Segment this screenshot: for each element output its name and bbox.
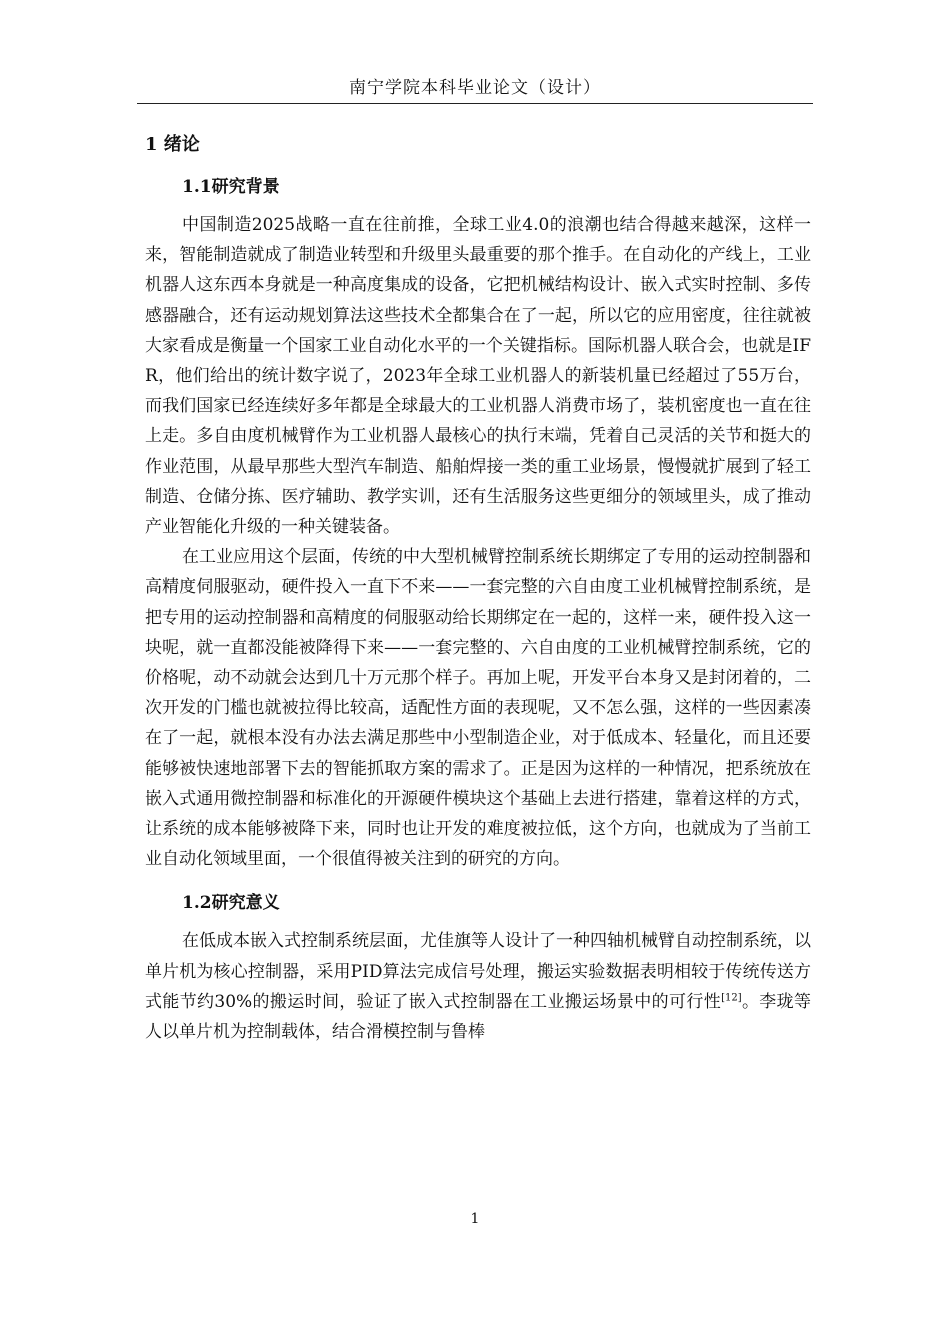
header-divider bbox=[137, 103, 813, 104]
page-number: 1 bbox=[470, 1211, 480, 1227]
section-title-background: 1.1研究背景 bbox=[182, 177, 280, 197]
significance-paragraph-1 bbox=[145, 926, 811, 1047]
chapter-title: 1 绪论 bbox=[145, 134, 200, 155]
background-paragraph-2: 在工业应用这个层面，传统的中大型机械臂控制系统长期绑定了专用的运动控制器和高精度伺服驱动，硬件投入一直下不来——一套完整的六自由度工业机械臂控制系统，是把专用的运动控制器和高精度的伺服驱动给长期绑定在一起的，这样一来，硬件投入这一块呢，就一直都没能被降得下来——一套完整的、六自由度的工业机械臂控制系统，它的价格呢，动不动就会达到几十万元那个样子。再加上呢，开发平台本身又是封闭着的，二次开发的门槛也就被拉得比较高，适配性方面的表现呢，又不怎么强，这样的一些因素凑在了一起，就根本没有办法去满足那些中小型制造企业，对于低成本、轻量化，而且还要能够被快速地部署下去的智能抓取方案的需求了。正是因为这样的一种情况，把系统放在嵌入式通用微控制器和标准化的开源硬件模块这个基础上去进行搭建，靠着这样的方式，让系统的成本能够被降下来，同时也让开发的难度被拉低，这个方向，也就成为了当前工业自动化领域里面，一个很值得被关注到的研究的方向。 bbox=[145, 547, 811, 870]
section-title-significance: 1.2研究意义 bbox=[182, 893, 280, 914]
background-paragraph-1: 中国制造2025战略一直在往前推，全球工业4.0的浪潮也结合得越来越深，这样一来，智能制造就成了制造业转型和升级里头最重要的那个推手。在自动化的产线上，工业机器人这东西本身就是一种高度集成的设备，它把机械结构设计、嵌入式实时控制、多传感器融合，还有运动规划算法这些技术全都集合在了一起，所以它的应用密度，往往就被大家看成是衡量一个国家工业自动化水平的一个关键指标。国际机器人联合会，也就是IFR，他们给出的统计数字说了，2023年全球工业机器人的新装机量已经超过了55万台，而我们国家已经连续好多年都是全球最大的工业机器人消费市场了，装机密度也一直在往上走。多自由度机械臂作为工业机器人最核心的执行末端，凭着自己灵活的关节和挺大的作业范围，从最早那些大型汽车制造、船舶焊接一类的重工业场景，慢慢就扩展到了轻工制造、仓储分拣、医疗辅助、教学实训，还有生活服务这些更细分的领域里头，成了推动产业智能化升级的一种关键装备。 bbox=[145, 215, 811, 538]
citation-reference[interactable]: [12] bbox=[721, 992, 742, 1004]
significance-text-part-2: 。李珑等人以单片机为控制载体，结合滑模控制与鲁棒 bbox=[145, 991, 812, 1043]
page-header-title: 南宁学院本科毕业论文（设计） bbox=[349, 78, 601, 98]
significance-text-part-1: 在低成本嵌入式控制系统层面，尤佳旗等人设计了一种四轴机械臂自动控制系统，以单片机为核心控制器，采用PID算法完成信号处理，搬运实验数据表明相较于传统传送方式能节约30%的搬运时间，验证了嵌入式控制器在工业搬运场景中的可行性 bbox=[145, 931, 811, 1012]
document-body bbox=[145, 130, 811, 1047]
